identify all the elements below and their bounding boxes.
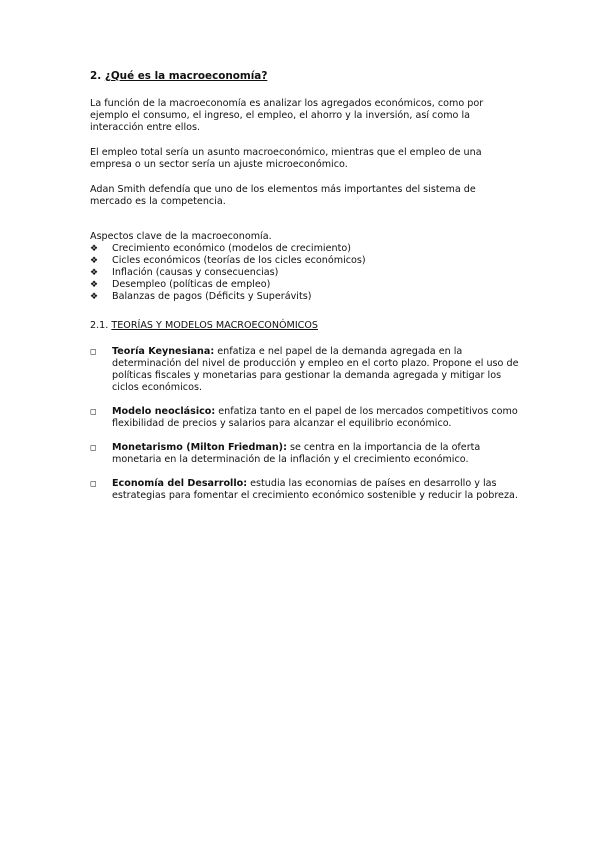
model-term: Teoría Keynesiana: (112, 346, 215, 357)
model-description: estudia las economias de países en desarrollo y las estrategias para fomentar el crecimiento económico sostenible y reducir la pobreza. (112, 478, 518, 501)
model-item-keynesian (90, 346, 520, 394)
subsection-number: 2.1. (90, 320, 109, 331)
square-bullet-icon: ◻ (90, 443, 97, 452)
model-item-development (90, 478, 520, 502)
list-item: ❖ Desempleo (políticas de empleo) (90, 279, 271, 290)
square-bullet-icon: ◻ (90, 407, 97, 416)
model-item-neoclassical (90, 406, 520, 430)
square-bullet-icon: ◻ (90, 479, 97, 488)
model-description: enfatiza tanto en el papel de los mercados competitivos como flexibilidad de precios y salarios para alcanzar el equilibrio económico. (112, 406, 518, 429)
model-description: enfatiza e nel papel de la demanda agregada en la determinación del nivel de producción y empleo en el corto plazo. Propone el uso de políticas fiscales y monetarias para gestionar la demanda agregada y mitigar los ciclos económicos. (112, 346, 519, 393)
list-item: ❖ Cicles económicos (teorías de los cicles económicos) (90, 255, 366, 266)
document-page (90, 70, 520, 514)
section-heading (90, 70, 520, 82)
diamond-bullet-icon: ❖ (90, 244, 99, 254)
paragraph-macroeconomics-function: La función de la macroeconomía es analizar los agregados económicos, como por ejemplo el consumo, el ingreso, el empleo, el ahorro y la inversión, así como la interacción entre ellos. (90, 98, 484, 133)
diamond-bullet-icon: ❖ (90, 292, 99, 302)
list-item: ❖ Inflación (causas y consecuencias) (90, 267, 279, 278)
model-item-monetarism (90, 442, 520, 466)
diamond-bullet-icon: ❖ (90, 280, 99, 290)
diamond-bullet-icon: ❖ (90, 256, 99, 266)
subsection-heading (90, 320, 520, 332)
subsection-title: TEORÍAS Y MODELOS MACROECONÓMICOS (111, 320, 319, 331)
section-number: 2. (90, 70, 102, 82)
square-bullet-icon: ◻ (90, 347, 97, 356)
paragraph-adam-smith: Adan Smith defendía que uno de los elementos más importantes del sistema de mercado es la competencia. (90, 184, 476, 207)
model-term: Monetarismo (Milton Friedman): (112, 442, 287, 453)
model-description: se centra en la importancia de la oferta monetaria en la determinación de la inflación y el crecimiento económico. (112, 442, 481, 465)
key-aspects-intro: Aspectos clave de la macroeconomía. (90, 231, 272, 242)
model-term: Modelo neoclásico: (112, 406, 216, 417)
section-title: ¿Qué es la macroeconomía? (104, 70, 268, 82)
list-item: ❖ Balanzas de pagos (Déficits y Superávits) (90, 291, 312, 302)
key-aspects-list (90, 243, 520, 303)
paragraph-total-employment: El empleo total sería un asunto macroeconómico, mientras que el empleo de una empresa o un sector sería un ajuste microeconómico. (90, 147, 482, 170)
list-item: ❖ Crecimiento económico (modelos de crecimiento) (90, 243, 351, 254)
diamond-bullet-icon: ❖ (90, 268, 99, 278)
model-term: Economía del Desarrollo: (112, 478, 248, 489)
